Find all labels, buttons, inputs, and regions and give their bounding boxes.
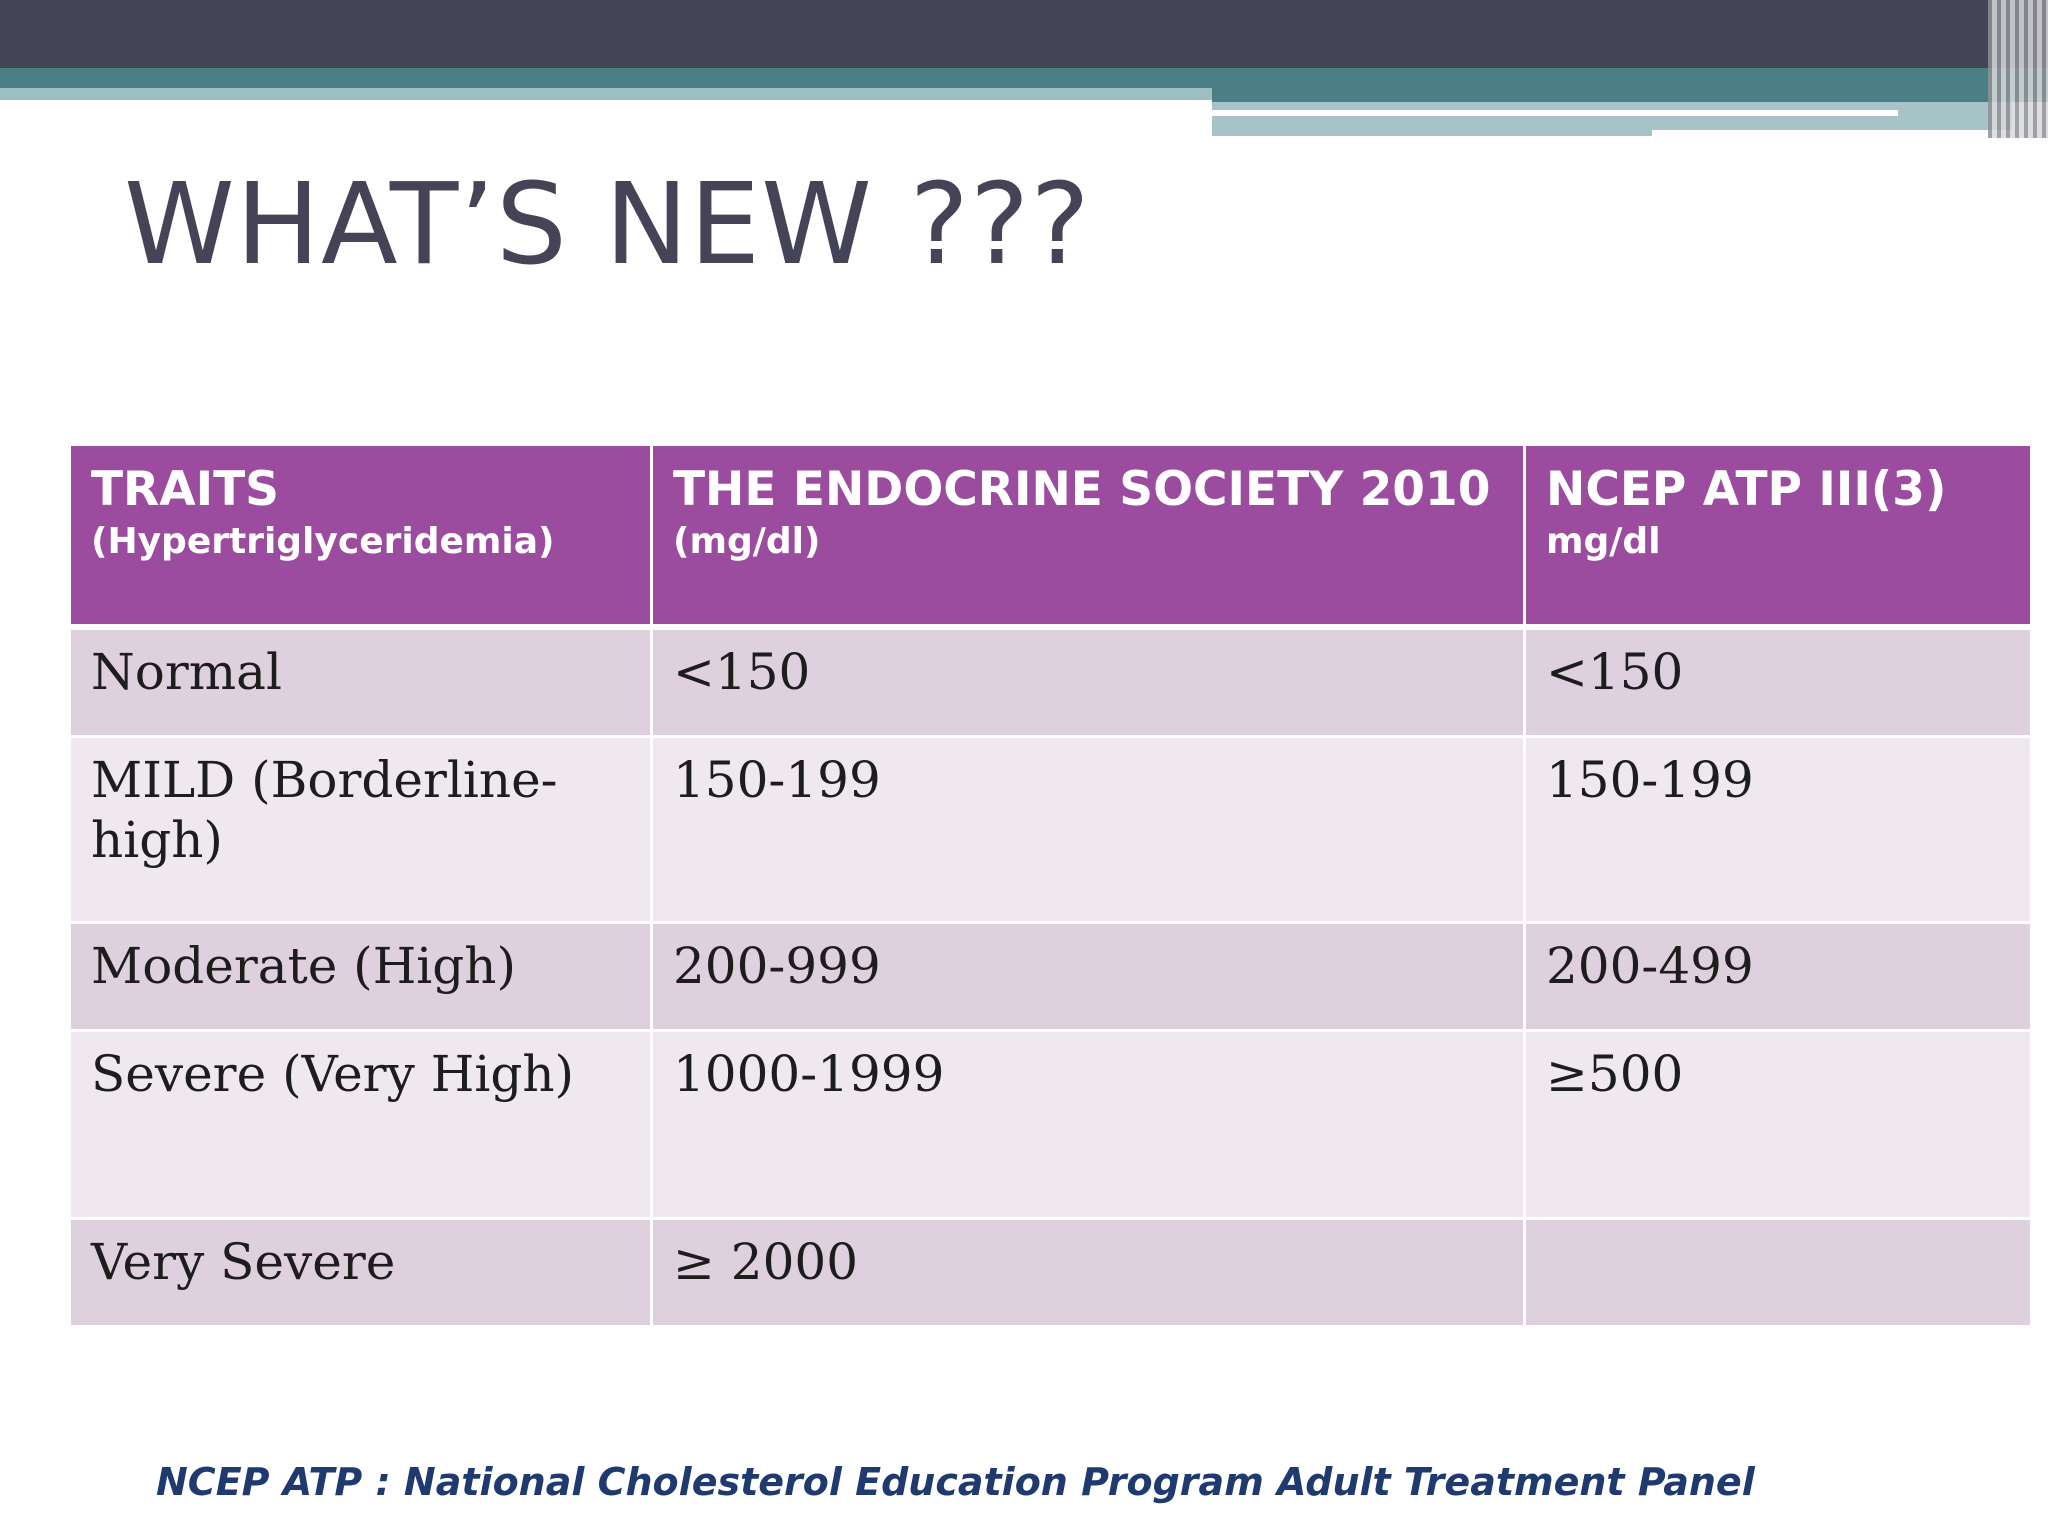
header-sub: mg/dl xyxy=(1546,521,1661,562)
header-main: THE ENDOCRINE SOCIETY 2010 xyxy=(673,462,1491,517)
ncep-value-cell: 200-499 xyxy=(1525,923,2032,1031)
triglyceride-table xyxy=(68,443,2033,1328)
table-row xyxy=(70,1031,2032,1219)
trait-cell: MILD (Borderline-high) xyxy=(70,737,652,923)
trait-cell: Severe (Very High) xyxy=(70,1031,652,1219)
ncep-value-cell: <150 xyxy=(1525,627,2032,737)
trait-cell: Very Severe xyxy=(70,1219,652,1327)
header-main: NCEP ATP III(3) xyxy=(1546,462,1947,517)
top-dark-band xyxy=(0,0,2048,68)
right-white-line xyxy=(1212,110,1898,116)
header-endocrine-society xyxy=(652,445,1525,627)
header-ncep-atp xyxy=(1525,445,2032,627)
slide-title: WHAT’S NEW ??? xyxy=(124,160,1091,290)
table-row xyxy=(70,1219,2032,1327)
ncep-value-cell: ≥500 xyxy=(1525,1031,2032,1219)
right-white-step xyxy=(1652,130,2012,138)
endocrine-value-cell: <150 xyxy=(652,627,1525,737)
header-sub: (Hypertriglyceridemia) xyxy=(91,521,555,562)
right-teal-band xyxy=(1212,88,2048,102)
endocrine-value-cell: 200-999 xyxy=(652,923,1525,1031)
endocrine-value-cell: 150-199 xyxy=(652,737,1525,923)
ncep-value-cell xyxy=(1525,1219,2032,1327)
top-light-teal-band xyxy=(0,88,1212,100)
header-traits xyxy=(70,445,652,627)
endocrine-value-cell: 1000-1999 xyxy=(652,1031,1525,1219)
vertical-stripes-decoration xyxy=(1988,0,2048,138)
table-row xyxy=(70,627,2032,737)
table-row xyxy=(70,923,2032,1031)
ncep-value-cell: 150-199 xyxy=(1525,737,2032,923)
endocrine-value-cell: ≥ 2000 xyxy=(652,1219,1525,1327)
footnote: NCEP ATP : National Cholesterol Education Program Adult Treatment Panel xyxy=(156,1460,1755,1504)
table-row xyxy=(70,737,2032,923)
table-header-row xyxy=(70,445,2032,627)
top-teal-band xyxy=(0,68,2048,88)
trait-cell: Moderate (High) xyxy=(70,923,652,1031)
header-sub: (mg/dl) xyxy=(673,521,821,562)
trait-cell: Normal xyxy=(70,627,652,737)
header-main: TRAITS xyxy=(91,462,280,517)
